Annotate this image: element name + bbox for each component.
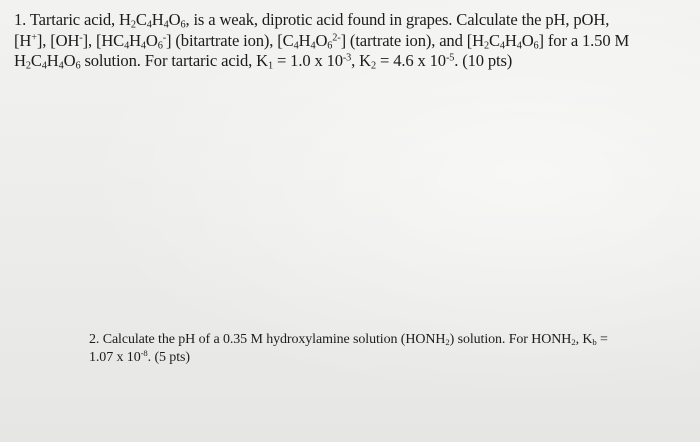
question-2-line-2 <box>89 349 689 367</box>
superscript: - <box>79 31 83 43</box>
q1-text: O <box>63 51 76 70</box>
subscript: 4 <box>58 60 64 72</box>
q2-text: . (5 pts) <box>147 350 190 365</box>
superscript: -8 <box>140 348 148 359</box>
superscript: + <box>31 31 37 43</box>
superscript: -5 <box>445 52 455 64</box>
q1-text: . (10 pts) <box>454 51 513 70</box>
q1-text: ] (bitartrate ion), [C <box>166 30 294 50</box>
q1-text: H <box>46 51 59 70</box>
q1-text: C <box>30 51 42 70</box>
subscript: 4 <box>140 40 146 52</box>
q1-text: H <box>151 10 164 29</box>
subscript: 4 <box>124 40 130 52</box>
q1-text: = 4.6 x 10 <box>376 51 446 70</box>
q1-text: , K <box>351 51 372 70</box>
subscript: 2 <box>483 40 489 52</box>
q1-text: H <box>129 30 141 50</box>
subscript: 4 <box>293 40 299 52</box>
subscript: 2 <box>445 337 450 348</box>
q1-text: ] for a 1.50 M <box>538 30 630 50</box>
question-1-line-2 <box>14 31 694 52</box>
q1-text: H <box>298 30 311 50</box>
q1-text: 1. Tartaric acid, H <box>14 10 131 29</box>
q1-text: O <box>315 30 328 50</box>
subscript: 4 <box>163 19 169 31</box>
q1-text: ] (tartrate ion), and [H <box>340 30 484 50</box>
subscript: 4 <box>146 19 152 31</box>
q1-text: ], [HC <box>82 30 125 50</box>
q2-text: 1.07 x 10 <box>89 350 141 365</box>
question-1-line-3 <box>14 51 694 72</box>
subscript: 2 <box>25 60 31 72</box>
q2-text: 2. Calculate the pH of a 0.35 M hydroxylamine solution (HONH <box>89 332 446 347</box>
q2-text: , K <box>575 332 593 347</box>
q1-text: [H <box>14 30 32 50</box>
q1-text: = 1.0 x 10 <box>272 51 343 70</box>
question-1 <box>14 10 694 72</box>
subscript: 6 <box>157 40 163 52</box>
subscript: 4 <box>41 60 47 72</box>
q2-text: = <box>596 332 608 347</box>
q1-text: solution. For tartaric acid, K <box>80 51 268 70</box>
q1-text: C <box>488 30 500 50</box>
q1-text: O <box>168 10 181 29</box>
superscript: 2- <box>332 31 341 43</box>
q1-text: H <box>504 30 517 50</box>
q2-text: ) solution. For HONH <box>449 332 572 347</box>
question-1-line-1 <box>14 10 694 31</box>
subscript: 4 <box>310 40 316 52</box>
subscript: 4 <box>516 40 522 52</box>
subscript: 6 <box>533 40 539 52</box>
q1-text: O <box>521 30 534 50</box>
q1-text: H <box>14 51 26 70</box>
superscript: -3 <box>342 52 352 64</box>
subscript: 6 <box>327 40 333 52</box>
q1-text: C <box>135 10 147 29</box>
subscript: 2 <box>371 60 377 72</box>
subscript: 6 <box>75 60 81 72</box>
q1-text: ], [OH <box>36 30 80 50</box>
subscript: 4 <box>499 40 505 52</box>
subscript: 2 <box>130 19 136 31</box>
subscript: 2 <box>571 337 576 348</box>
q1-text: , is a weak, diprotic acid found in grapes. Calculate the pH, pOH, <box>185 10 610 29</box>
subscript: 1 <box>267 60 273 72</box>
superscript: - <box>162 31 167 43</box>
subscript: b <box>592 337 597 348</box>
question-2-line-1 <box>89 331 689 349</box>
q1-text: O <box>145 30 158 50</box>
question-2 <box>89 331 689 367</box>
subscript: 6 <box>180 19 186 31</box>
